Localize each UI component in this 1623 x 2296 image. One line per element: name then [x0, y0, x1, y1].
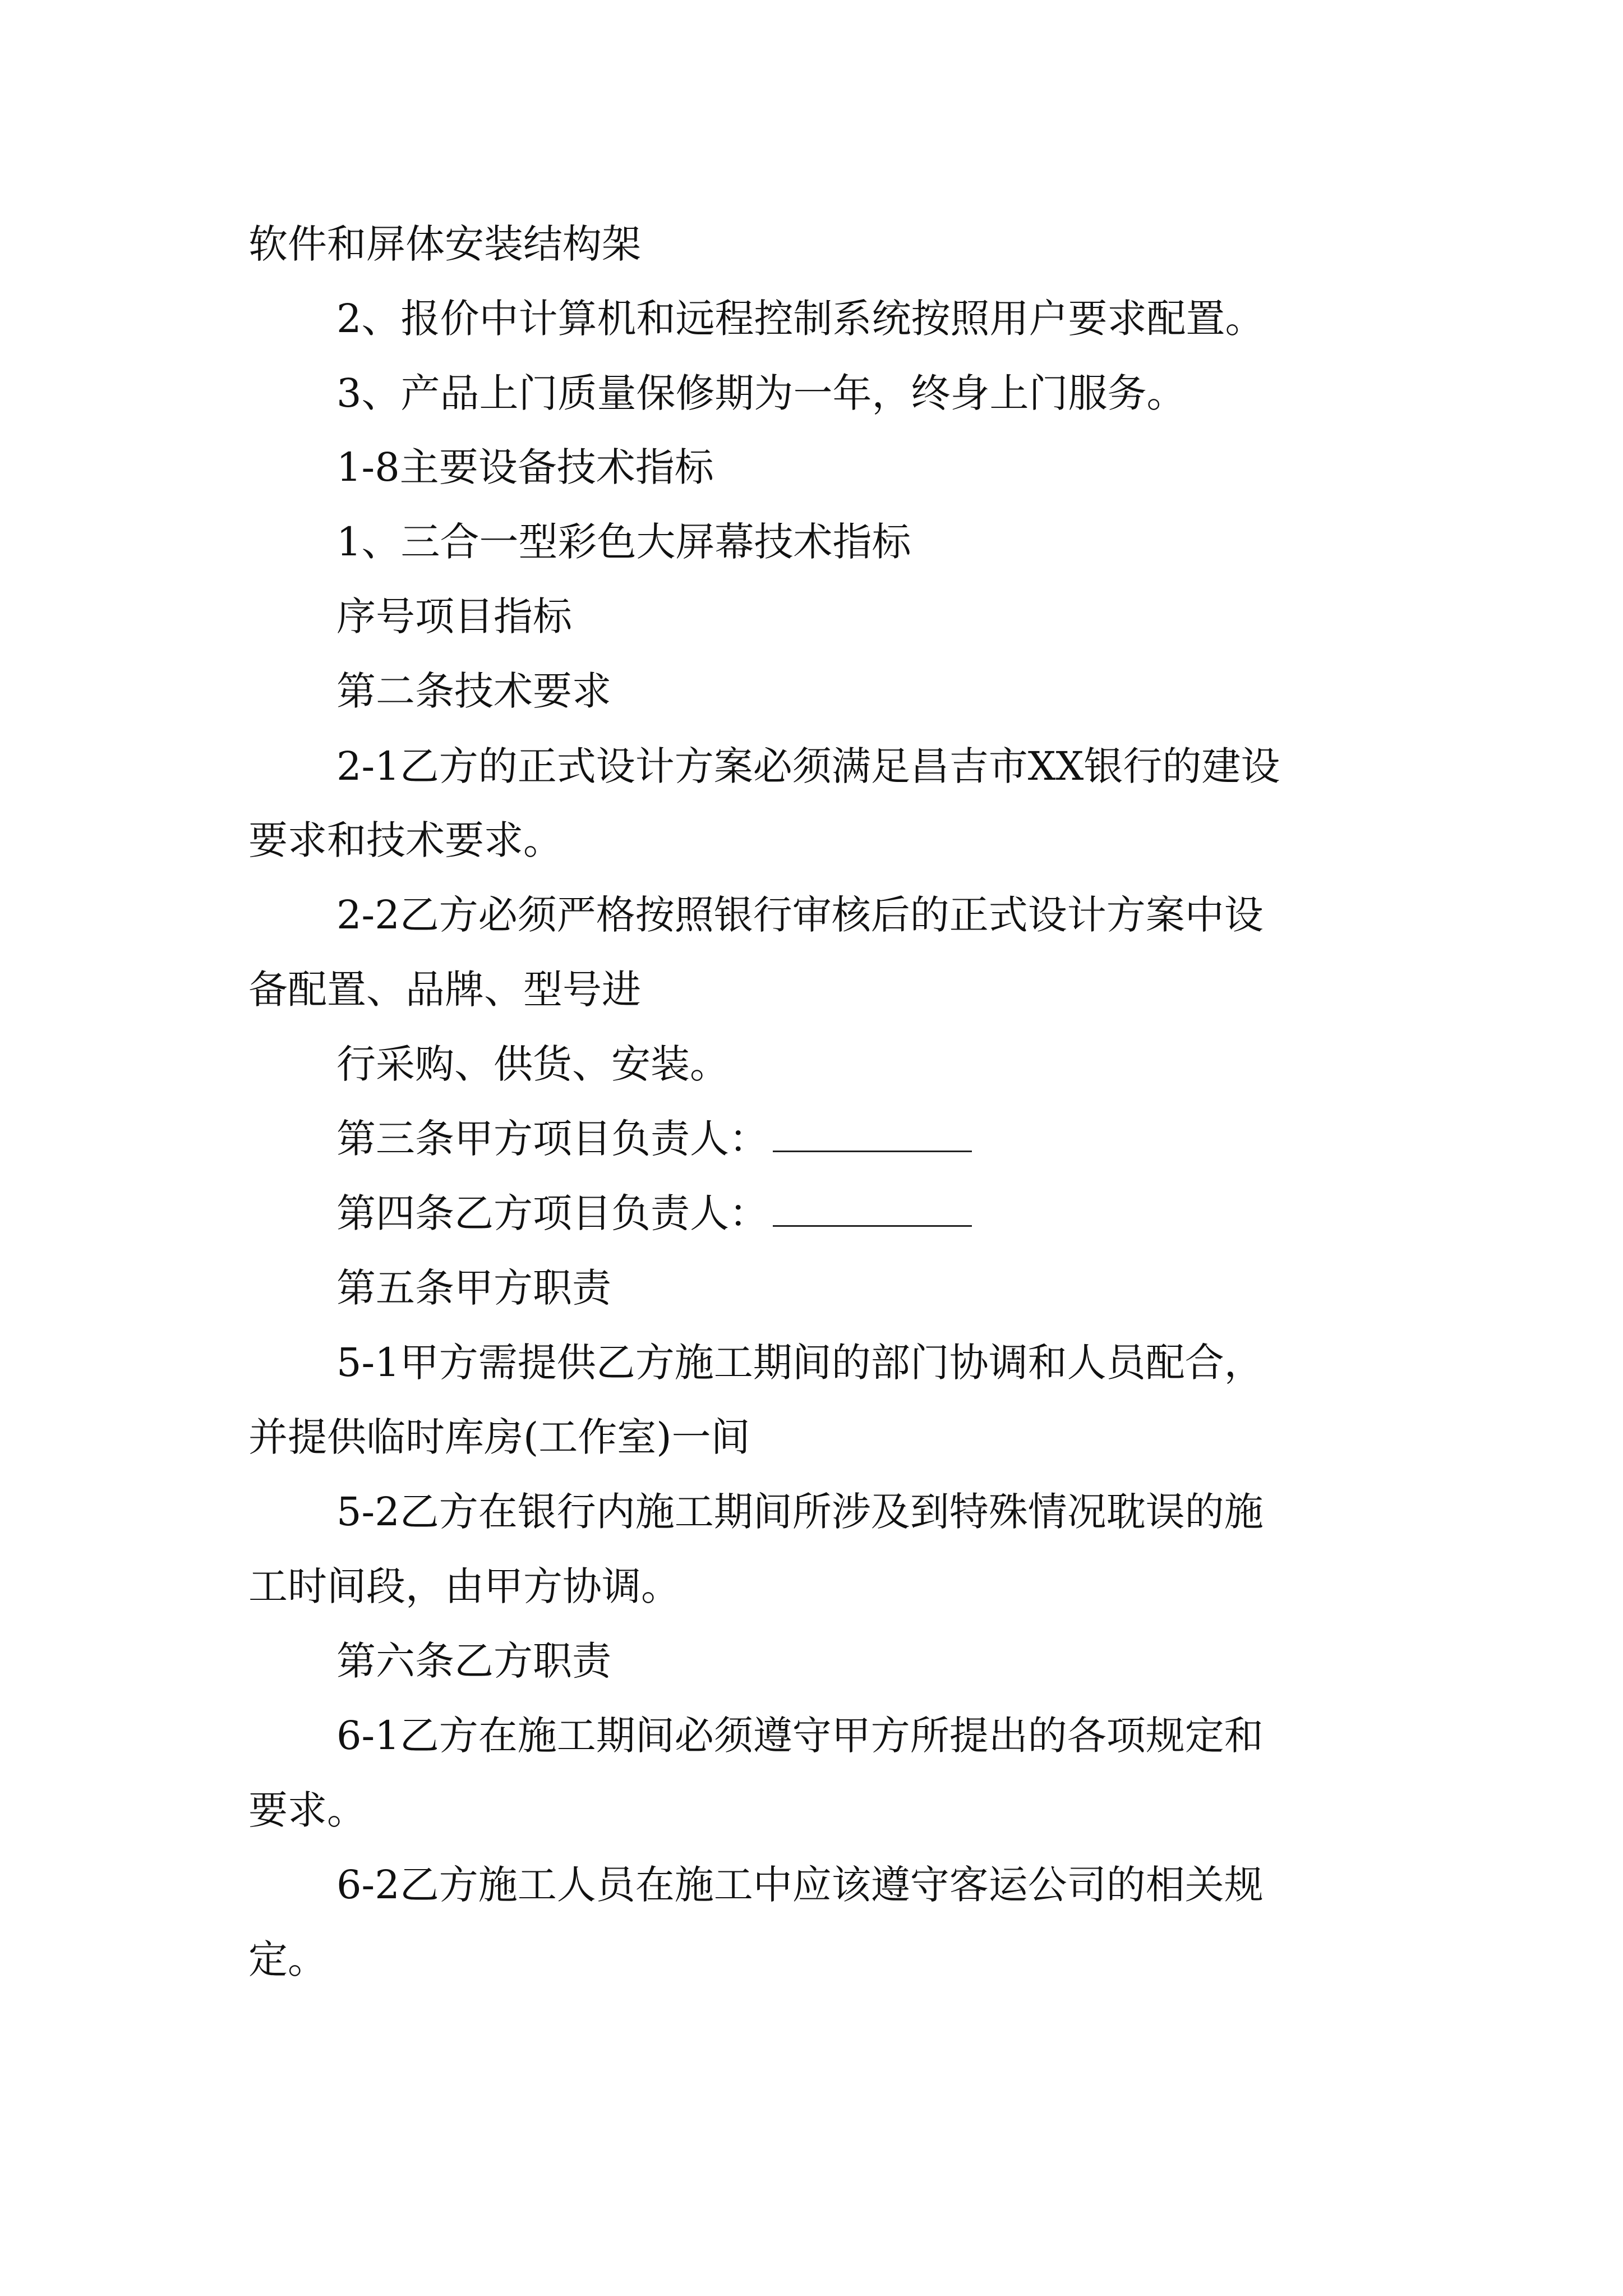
- text-line: 软件和屏体安装结构架: [248, 221, 641, 267]
- text-line: 2、报价中计算机和远程控制系统按照用户要求配置。: [336, 296, 1265, 342]
- text-line: [336, 1111, 972, 1167]
- text-line: 3、产品上门质量保修期为一年，终身上门服务。: [336, 370, 1186, 416]
- text-line: 行采购、供货、安装。: [336, 1041, 729, 1087]
- text-line: 要求和技术要求。: [248, 817, 562, 863]
- text-line: 第六条乙方职责: [336, 1638, 611, 1684]
- text-line: 定。: [248, 1936, 327, 1982]
- text-line: 6-1乙方在施工期间必须遵守甲方所提出的各项规定和: [336, 1713, 1264, 1759]
- text-line: 2-2乙方必须严格按照银行审核后的正式设计方案中设: [336, 892, 1264, 938]
- text-line: 工时间段，由甲方协调。: [248, 1563, 680, 1609]
- text-line: 1、三合一型彩色大屏幕技术指标: [336, 519, 911, 565]
- text-line: 序号项目指标: [336, 593, 572, 639]
- party-b-manager-label: 第四条乙方项目负责人：: [336, 1190, 768, 1236]
- text-line: 第二条技术要求: [336, 668, 611, 714]
- text-line: 6-2乙方施工人员在施工中应该遵守客运公司的相关规: [336, 1862, 1264, 1908]
- text-line: 备配置、品牌、型号进: [248, 967, 641, 1013]
- text-line: 2-1乙方的正式设计方案必须满足昌吉市XX银行的建设: [336, 743, 1280, 789]
- party-a-manager-label: 第三条甲方项目负责人：: [336, 1116, 768, 1162]
- text-line: 5-1甲方需提供乙方施工期间的部门协调和人员配合，: [336, 1340, 1264, 1386]
- text-line: 要求。: [248, 1787, 366, 1833]
- text-line: 5-2乙方在银行内施工期间所涉及到特殊情况耽误的施: [336, 1489, 1264, 1535]
- party-b-manager-blank: [773, 1194, 972, 1227]
- text-line: [336, 1185, 972, 1241]
- text-line: 1-8主要设备技术指标: [336, 444, 714, 490]
- text-line: 并提供临时库房(工作室)一间: [248, 1414, 750, 1460]
- text-line: 第五条甲方职责: [336, 1265, 611, 1311]
- party-a-manager-blank: [773, 1119, 972, 1152]
